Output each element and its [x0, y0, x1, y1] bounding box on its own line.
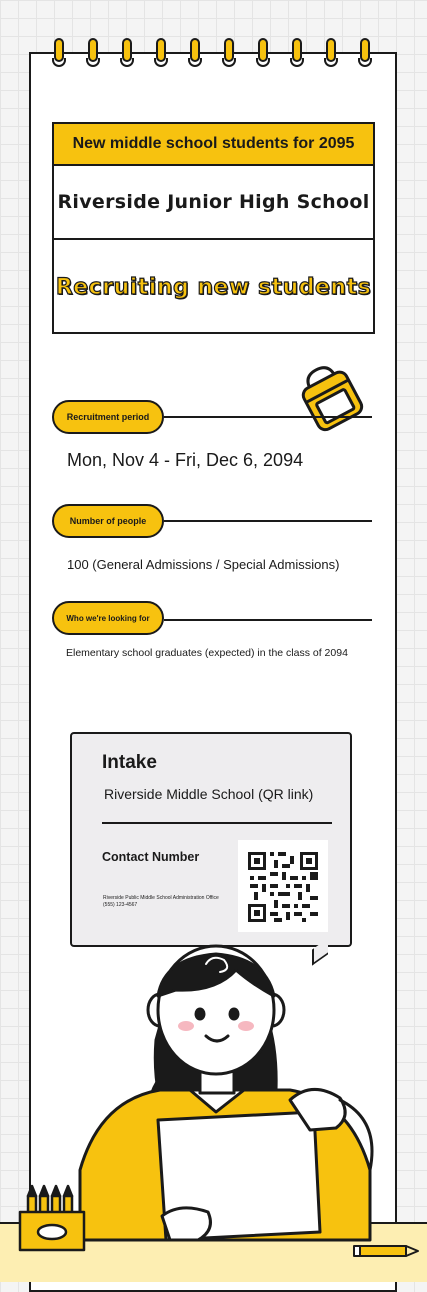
- recruitment-period-value: Mon, Nov 4 - Fri, Dec 6, 2094: [67, 450, 304, 470]
- intake-school: Riverside Middle School (QR link): [104, 786, 314, 802]
- crayon-box-icon: [16, 1184, 90, 1254]
- ring: [258, 38, 268, 62]
- ring: [360, 38, 370, 62]
- contact-info: [103, 895, 219, 909]
- ring: [88, 38, 98, 62]
- who-were-looking-for-pill: Who we're looking for: [52, 601, 164, 635]
- number-of-people-pill: Number of people: [52, 504, 164, 538]
- subtitle: New middle school students for 2095: [54, 124, 373, 166]
- student-illustration: [40, 940, 390, 1280]
- ring: [224, 38, 234, 62]
- ring: [156, 38, 166, 62]
- divider-line: [164, 416, 372, 418]
- contact-label: Contact Number: [102, 850, 200, 864]
- recruitment-period-pill: Recruitment period: [52, 400, 164, 434]
- ring: [54, 38, 64, 62]
- intake-card: [70, 732, 352, 947]
- number-of-people-value: 100 (General Admissions / Special Admissions): [67, 557, 340, 572]
- who-were-looking-for-value: Elementary school graduates (expected) in the class of 2094: [66, 647, 348, 659]
- divider-line: [164, 619, 372, 621]
- card-divider: [102, 822, 332, 824]
- intake-title: Intake: [102, 752, 157, 773]
- office-name: Riverside Public Middle School Administration Office: [103, 895, 219, 901]
- qr-code-icon[interactable]: [238, 840, 328, 932]
- ring: [326, 38, 336, 62]
- title-box: [52, 122, 375, 334]
- ring: [190, 38, 200, 62]
- backpack-icon: [292, 358, 372, 438]
- phone-number: (555) 123-4567: [103, 902, 138, 908]
- ring: [292, 38, 302, 62]
- ring: [122, 38, 132, 62]
- school-name: Riverside Junior High School: [54, 166, 373, 240]
- pencil-icon: [352, 1242, 422, 1262]
- divider-line: [164, 520, 372, 522]
- headline: Recruiting new students: [55, 274, 372, 300]
